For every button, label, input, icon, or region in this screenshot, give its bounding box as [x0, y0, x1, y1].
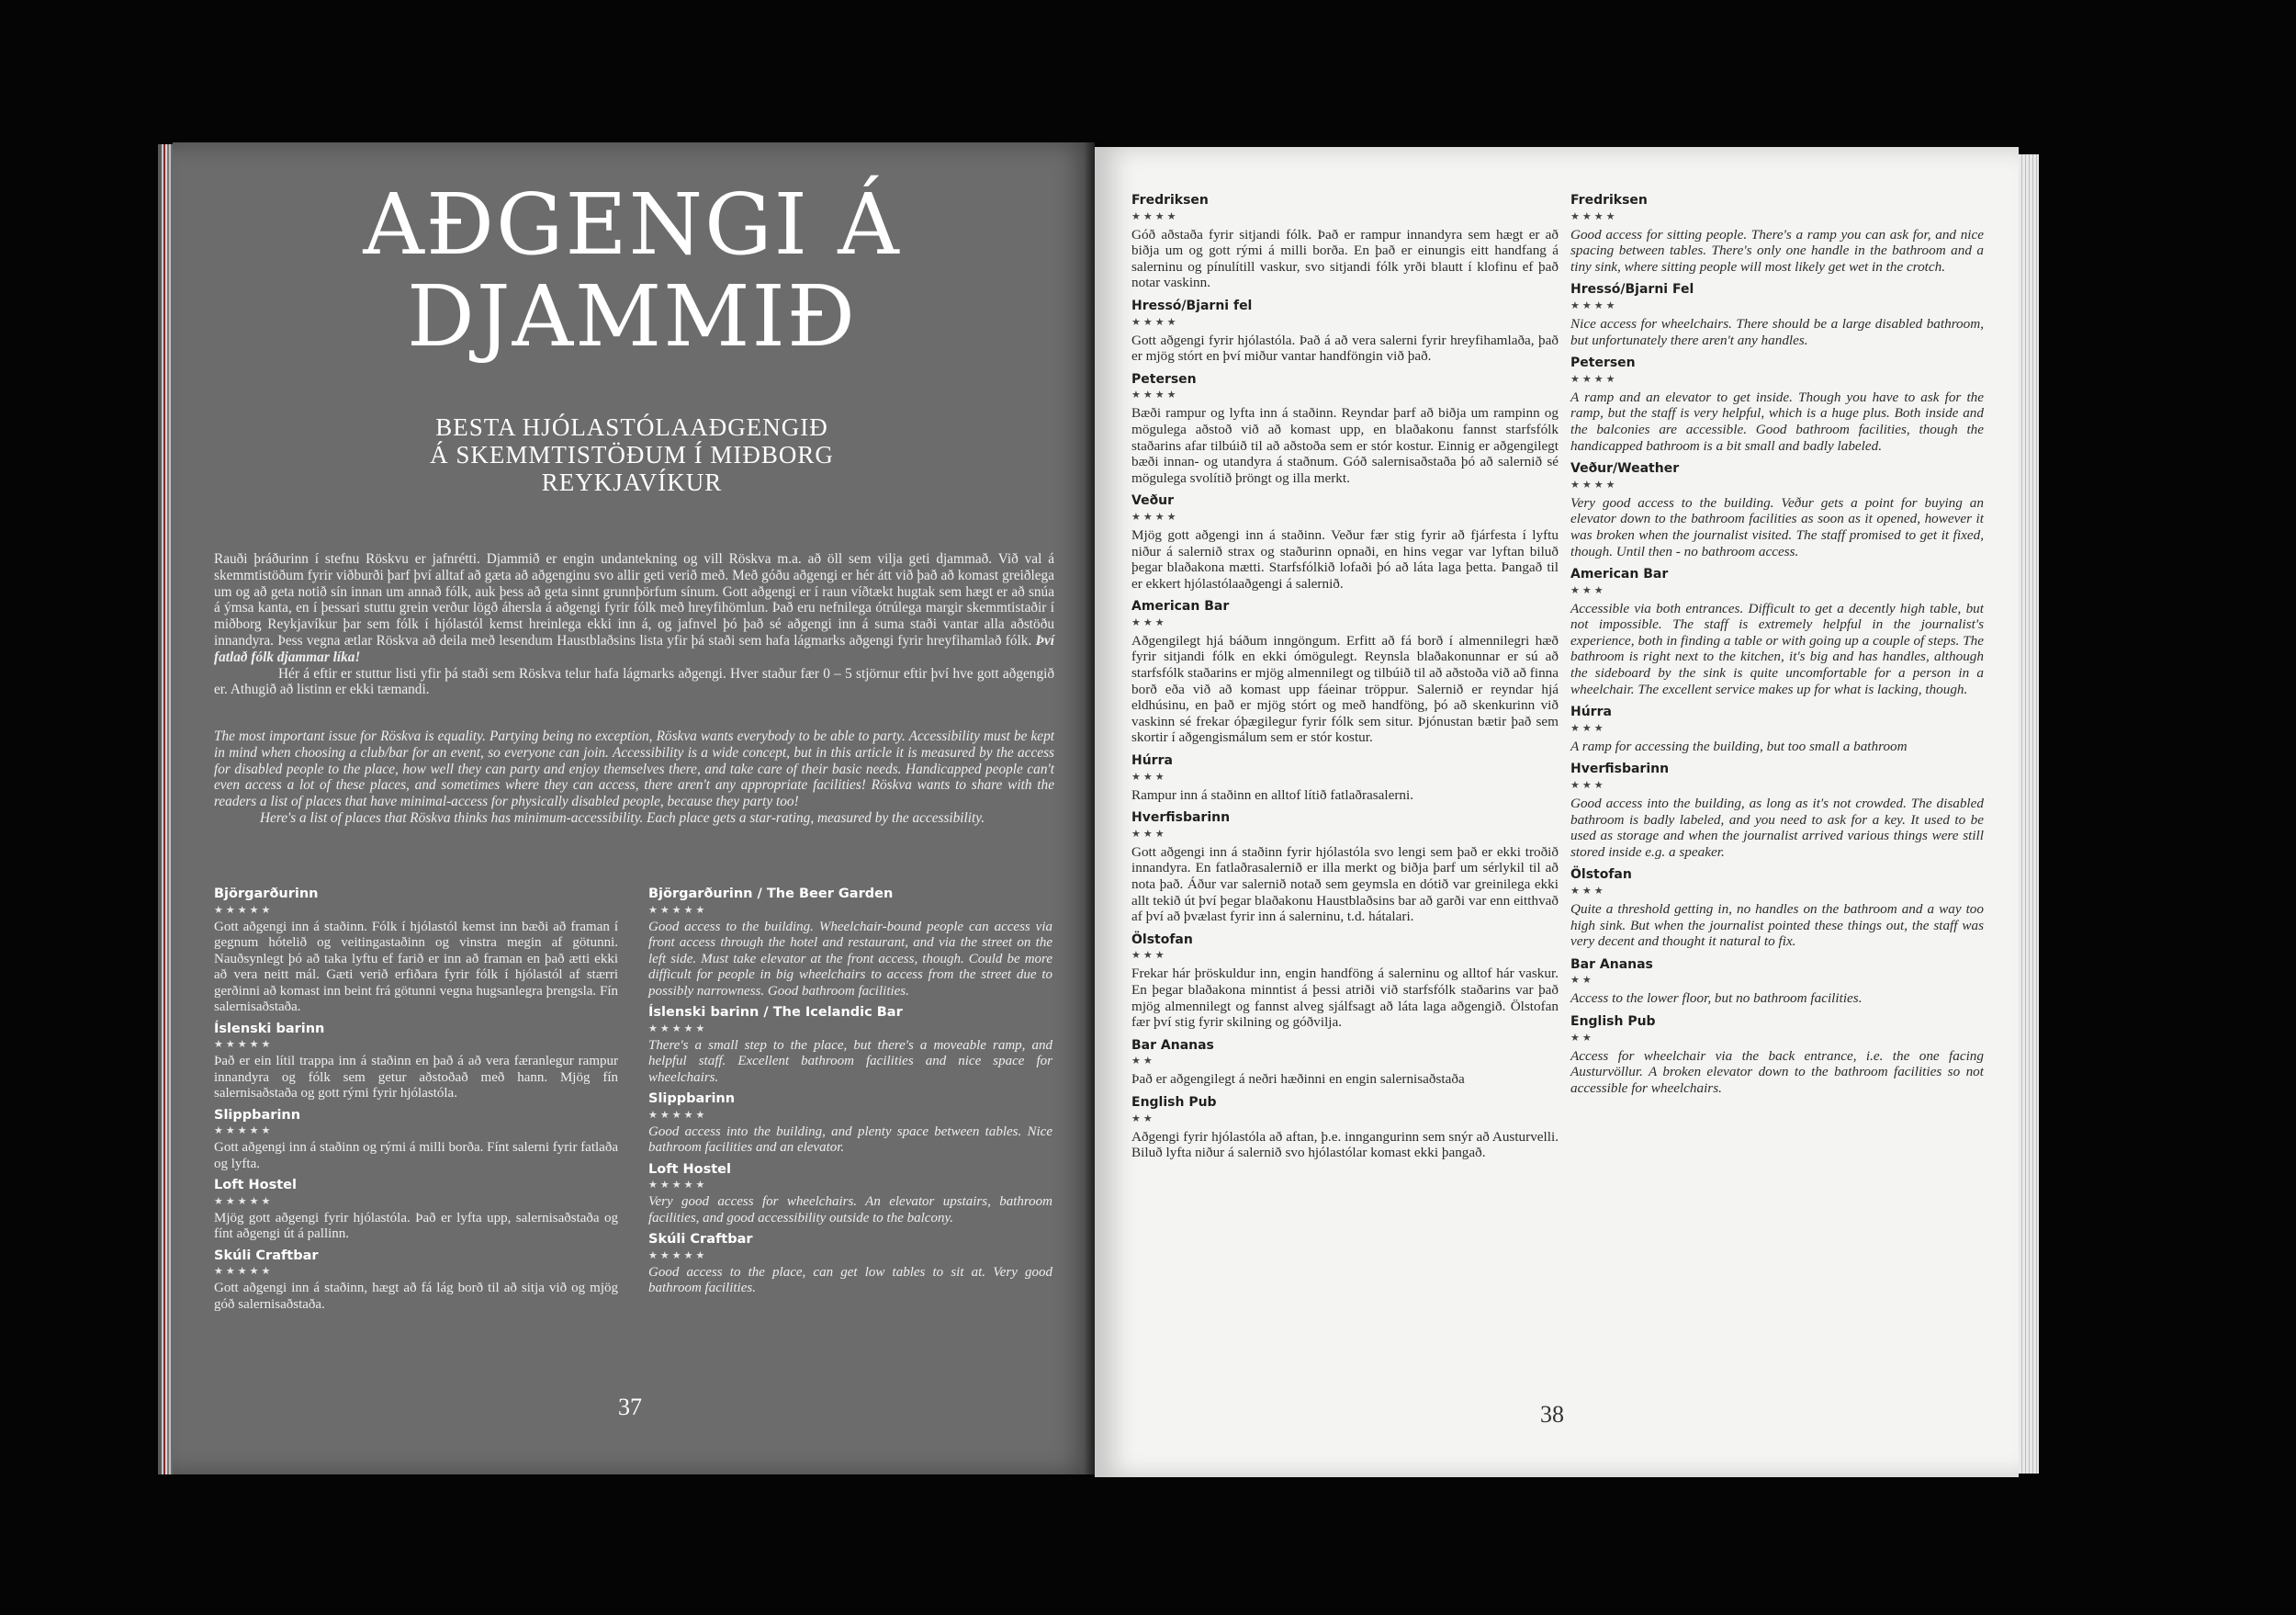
- left-column-english: [648, 887, 1052, 1303]
- venue-entry: [214, 887, 618, 1016]
- venue-entry: [214, 1248, 618, 1314]
- venue-name: Íslenski barinn: [214, 1021, 325, 1036]
- venue-entry: [1570, 762, 1984, 860]
- star-rating: ★★★: [1131, 828, 1167, 840]
- venue-description: Gott aðgengi inn á staðinn fyrir hjólastóla svo lengi sem það er ekki troðið innandyra. En fatlaðrasalernið er illa merkt og biðja þarf um sérlykil til að nota það. Áður var salernið notað sem geymsla en dótið var greinilega ekki allt tekið út því þegar blaðakonu Haustblaðsins bar að garði var enn eitthvað af því að þvælast fyrir inn á salerninu, t.d. hátalari.: [1131, 843, 1559, 925]
- venue-name: Skúli Craftbar: [214, 1248, 319, 1263]
- venue-entry: [1131, 493, 1559, 592]
- venue-entry: [1131, 810, 1559, 925]
- venue-name: Fredriksen: [1570, 193, 1648, 208]
- left-column-icelandic: [214, 887, 618, 1318]
- venue-description: Það er ein lítil trappa inn á staðinn en það á að vera færanlegur rampur innandyra og fólk sem getur aðstoðað með hann. Mjög fín salernisaðstaða og gott rými fyrir hjólastóla.: [214, 1054, 618, 1101]
- page-number: 37: [618, 1394, 642, 1420]
- venue-name: Loft Hostel: [214, 1178, 297, 1192]
- star-rating: ★★★★★: [214, 1125, 274, 1136]
- venue-name: Björgarðurinn / The Beer Garden: [648, 887, 894, 901]
- venue-name: Ölstofan: [1131, 932, 1193, 947]
- venue-description: Accessible via both entrances. Difficult to get a decently high table, but not impossible. The staff is extremely helpful in the journalist's experience, both in finding a table or with going up a couple of steps. The bathroom is right next to the kitchen, it's big and has handles, although the sideboard by the sink is quite uncomfortable for a person in a wheelchair. The excellent service makes up for what is lacking, though.: [1570, 600, 1984, 697]
- venue-entry: [1570, 957, 1984, 1007]
- venue-entry: [1131, 193, 1559, 291]
- venue-entry: [1570, 705, 1984, 754]
- venue-entry: [214, 1108, 618, 1173]
- venue-name: American Bar: [1131, 599, 1230, 615]
- star-rating: ★★★: [1570, 722, 1606, 734]
- venue-name: Hressó/Bjarni Fel: [1570, 282, 1694, 298]
- star-rating: ★★★★★: [648, 904, 708, 916]
- venue-name: Hressó/Bjarni fel: [1131, 298, 1253, 313]
- star-rating: ★★★★★: [214, 1039, 274, 1050]
- venue-name: Slippbarinn: [214, 1107, 301, 1123]
- star-rating: ★★★★★: [214, 1266, 274, 1277]
- venue-entry: [648, 1162, 1052, 1227]
- venue-entry: [1570, 567, 1984, 697]
- venue-description: Good access into the building, and plenty space between tables. Nice bathroom facilities and an elevator.: [648, 1124, 1052, 1155]
- venue-name: Bar Ananas: [1131, 1037, 1214, 1053]
- venue-description: Good access to the building. Wheelchair-bound people can access via front access through the hotel and restaurant, and via the street on the left side. Must take elevator at the front access, though. Could be more difficult for people in big wheelchairs to access from the street due to possibly narrowness. Good bathroom facilities.: [648, 919, 1052, 999]
- star-rating: ★★★★: [1570, 299, 1618, 311]
- star-rating: ★★★★★: [648, 1180, 708, 1191]
- star-rating: ★★★★: [1131, 390, 1179, 401]
- intro-paragraph: [214, 551, 1054, 666]
- subtitle-line: BESTA HJÓLASTÓLAAÐGENGIÐ: [435, 413, 828, 441]
- venue-name: Ölstofan: [1570, 867, 1632, 883]
- venue-name: Hverfisbarinn: [1570, 762, 1670, 777]
- venue-name: English Pub: [1131, 1094, 1217, 1110]
- star-rating: ★★★★: [1570, 373, 1618, 385]
- venue-entry: [648, 1091, 1052, 1157]
- venue-description: Gott aðgengi inn á staðinn, hægt að fá lág borð til að sitja við og mjög góð salernisaðstaða.: [214, 1281, 618, 1312]
- venue-name: Húrra: [1131, 753, 1173, 769]
- venue-name: Veður/Weather: [1570, 461, 1680, 477]
- venue-name: Bar Ananas: [1570, 956, 1653, 972]
- venue-description: Very good access for wheelchairs. An elevator upstairs, bathroom facilities, and good accessibility outside to the balcony.: [648, 1194, 1052, 1225]
- star-rating: ★★: [1570, 1032, 1594, 1044]
- venue-description: Mjög gott aðgengi inn á staðinn. Veður fær stig fyrir að fjárfesta í lyftu niður á salernið strax og staðurinn opnaði, en hins vegar var lyftan biluð þegar blaðakona mætti. Starfsfólkið lofaði þó að láta laga þetta. Þangað til er ekkert hjólastólaaðgengi á salernið.: [1131, 526, 1559, 592]
- venue-description: Bæði rampur og lyfta inn á staðinn. Reyndar þarf að biðja um rampinn og mögulega aðstoð við að komast upp, en blaðakonu fannst starfsfólk staðarins afar tilbúið til að aðstoða sem er stór kostur. Einnig er aðgengilegt bæði innan- og utandyra á staðnum. Góð salernisaðstaða þó að salernið sé mögulega svolítið þröngt og illa merkt.: [1131, 405, 1559, 486]
- subtitle-line: Á SKEMMTISTÖÐUM Í MIÐBORG: [430, 441, 834, 469]
- page-number: 38: [1540, 1401, 1564, 1428]
- venue-description: Gott aðgengi fyrir hjólastóla. Það á að vera salerni fyrir hreyfihamlaða, það er mjög stórt en því miður vantar handföngin við það.: [1131, 332, 1559, 365]
- intro-english: [214, 728, 1054, 827]
- star-rating: ★★★: [1131, 771, 1167, 783]
- venue-name: Íslenski barinn / The Icelandic Bar: [648, 1005, 903, 1020]
- right-column-english: [1570, 193, 1984, 1103]
- venue-description: Góð aðstaða fyrir sitjandi fólk. Það er rampur innandyra sem hægt er að biðja um og gott rými á milli borða. En það er einungis eitt handfang á salerninu og pínulítill vaskur, svo sitjandi fólk yrði blautt í klofinu ef það notar vaskinn.: [1131, 226, 1559, 291]
- intro-en-paragraph: The most important issue for Röskva is equality. Partying being no exception, Röskva wants everybody to be able to party. Accessibility must be kept in mind when choosing a club/bar for an event, so everyone can join. Accessibility is a wide concept, but in this article it is measured by the access for disabled people to the place, how well they can party and enjoy themselves there, and take care of their basic needs. Handicapped people can't even access a lot of these places, and sometimes where they can access, there aren't any appropriate facilities! Röskva wants to share with the readers a list of places that have minimal-access for physically disabled people, because they party too!: [214, 728, 1054, 810]
- venue-name: Húrra: [1570, 705, 1612, 720]
- star-rating: ★★★★: [1570, 210, 1618, 222]
- venue-name: Slippbarinn: [648, 1091, 736, 1106]
- venue-entry: [1570, 193, 1984, 275]
- venue-description: Good access into the building, as long as it's not crowded. The disabled bathroom is badly labeled, and you need to ask for a key. It used to be used as storage and when the journalist arrived various things were still stored inside e.g. a speaker.: [1570, 796, 1984, 860]
- right-page: [1095, 147, 2019, 1477]
- intro-emphasis: Því fatlað fólk djammar líka!: [214, 632, 1054, 665]
- star-rating: ★★★★: [1131, 316, 1179, 328]
- venue-description: A ramp and an elevator to get inside. Though you have to ask for the ramp, but the staff is very helpful, which is a huge plus. Both inside and the balconies are accessible. Good bathroom facilities, though the handicapped bathroom is a bit small and badly labeled.: [1570, 389, 1984, 454]
- venue-description: Mjög gott aðgengi fyrir hjólastóla. Það er lyfta upp, salernisaðstaða og fínt aðgengi út á pallinn.: [214, 1210, 618, 1241]
- venue-name: English Pub: [1570, 1013, 1656, 1029]
- venue-description: Aðgengi fyrir hjólastóla að aftan, þ.e. inngangurinn sem snýr að Austurvelli. Biluð lyfta niður á salernið svo hjólastólar komast ekki þangað.: [1131, 1128, 1559, 1161]
- venue-description: Aðgengilegt hjá báðum inngöngum. Erfitt að fá borð í almennilegri hæð fyrir sitjandi fólk en ekki ómögulegt. Reynsla blaðakonunnar er sú að starfsfólk staðarins er mjög almennilegt og tilbúið til að aðstoða við að finna borð eða við að komast upp fáeinar tröppur. Salernið er reyndar hjá eldhúsinu, en það er mjög stórt og með handföng, þó að skenkurinn við vaskinn sé frekar óþægilegur fyrir fólk sem situr. Þjónustan bætir það sem skortir í aðgengismálum sem er stór kostur.: [1131, 632, 1559, 746]
- venue-description: Quite a threshold getting in, no handles on the bathroom and a way too high sink. But when the journalist pointed these things out, the staff was very decent and thought it natural to fix.: [1570, 901, 1984, 950]
- page-edge-left: [158, 144, 173, 1474]
- page-subtitle: [283, 413, 981, 496]
- venue-entry: [1570, 282, 1984, 348]
- venue-entry: [648, 1005, 1052, 1086]
- star-rating: ★★★★★: [648, 1249, 708, 1261]
- venue-description: Það er aðgengilegt á neðri hæðinni en engin salernisaðstaða: [1131, 1071, 1465, 1088]
- venue-description: Nice access for wheelchairs. There should be a large disabled bathroom, but unfortunately there aren't any handles.: [1570, 315, 1984, 348]
- venue-entry: [1570, 867, 1984, 949]
- venue-description: There's a small step to the place, but there's a moveable ramp, and helpful staff. Excellent bathroom facilities and nice space for wheelchairs.: [648, 1037, 1052, 1085]
- right-column-icelandic: [1131, 193, 1559, 1169]
- venue-description: Access for wheelchair via the back entrance, i.e. the one facing Austurvöllur. A broken elevator down to the bathroom facilities so not accessible for wheelchairs.: [1570, 1047, 1984, 1096]
- venue-description: A ramp for accessing the building, but too small a bathroom: [1570, 738, 1908, 754]
- venue-entry: [1570, 356, 1984, 454]
- star-rating: ★★★★: [1131, 210, 1179, 222]
- star-rating: ★★★★★: [648, 1109, 708, 1121]
- venue-name: Björgarðurinn: [214, 887, 319, 901]
- venue-entry: [214, 1022, 618, 1102]
- star-rating: ★★★★★: [648, 1022, 708, 1034]
- star-rating: ★★★: [1131, 616, 1167, 628]
- venue-entry: [1131, 599, 1559, 746]
- star-rating: ★★: [1570, 975, 1594, 987]
- star-rating: ★★★: [1570, 584, 1606, 596]
- venue-description: Very good access to the building. Veður gets a point for buying an elevator down to the bathroom facilities as soon as it opened, however it was broken when the journalist visited. The staff promised to get it fixed, though. Until then - no bathroom access.: [1570, 494, 1984, 559]
- venue-name: Loft Hostel: [648, 1161, 731, 1177]
- star-rating: ★★: [1131, 1056, 1155, 1067]
- page-title: AÐGENGI Á DJAMMIÐ: [363, 175, 901, 366]
- page-edge-right: [2019, 154, 2039, 1474]
- venue-entry: [1570, 461, 1984, 559]
- venue-entry: [1131, 372, 1559, 487]
- venue-description: Good access for sitting people. There's a ramp you can ask for, and nice spacing between tables. There's only one handle in the bathroom and a tiny sink, where sitting people will most likely get wet in the crotch.: [1570, 226, 1984, 275]
- venue-name: Veður: [1131, 493, 1175, 509]
- venue-name: Petersen: [1570, 356, 1636, 371]
- venue-description: Access to the lower floor, but no bathroom facilities.: [1570, 990, 1863, 1007]
- star-rating: ★★★★★: [214, 904, 274, 916]
- venue-name: Petersen: [1131, 371, 1197, 387]
- venue-description: Frekar hár þröskuldur inn, engin handföng á salerninu og alltof hár vaskur. En þegar blaðakona minntist á þessi atriði við starfsfólk staðarins var það mjög almennilegt og fannst alveg sjálfsagt að láta laga aðgengið. Ölstofan fær því stig fyrir skilning og góðvilja.: [1131, 966, 1559, 1031]
- star-rating: ★★★: [1131, 950, 1167, 962]
- star-rating: ★★★★: [1570, 479, 1618, 491]
- intro-en-paragraph-2: Here's a list of places that Röskva thinks has minimum-accessibility. Each place gets a star-rating, measured by the accessibility.: [260, 809, 985, 826]
- venue-entry: [648, 1232, 1052, 1297]
- intro-paragraph-2: Hér á eftir er stuttur listi yfir þá staði sem Röskva telur hafa lágmarks aðgengi. Hver staður fær 0 – 5 stjörnur eftir því hve gott aðgengið er. Athugið að listinn er ekki tæmandi.: [214, 665, 1054, 698]
- star-rating: ★★★: [1570, 780, 1606, 792]
- star-rating: ★★★★: [1131, 511, 1179, 523]
- venue-entry: [1570, 1014, 1984, 1096]
- venue-name: Hverfisbarinn: [1131, 810, 1231, 826]
- venue-entry: [1131, 753, 1559, 803]
- venue-description: Gott aðgengi inn á staðinn og rými á milli borða. Fínt salerni fyrir fatlaða og lyfta.: [214, 1140, 618, 1171]
- star-rating: ★★: [1131, 1112, 1155, 1124]
- venue-entry: [214, 1178, 618, 1243]
- venue-description: Gott aðgengi inn á staðinn. Fólk í hjólastól kemst inn bæði að framan í gegnum hótelið og veitingastaðinn og vinstra megin af götunni. Nauðsynlegt þó að taka lyftu ef farið er inn að framan en það ætti ekki að vera neitt mál. Gæti verið erfiðara fyrir fólk í hjólastól af stærri gerðinni að komast inn beint frá götunni vegna hugsanlegra þrengsla. Fín salernisaðstaða.: [214, 919, 618, 1014]
- left-page: [173, 142, 1095, 1474]
- intro-text: Rauði þráðurinn í stefnu Röskvu er jafnrétti. Djammið er engin undantekning og vill Röskva m.a. að öll sem vilja geti djammað. Við val á skemmtistöðum fyrir viðburði þarf því alltaf að gæta að aðgenginu svo allir geti verið með. Með góðu aðgengi er hér átt við það að komast greiðlega um og að geta notið sín innan um annað fólk, auk þess að geta sinnt grunnþörfum sínum. Gott aðgengi er í raun víðtækt hugtak sem hægt er að snúa á ýmsa kanta, en í þessari stuttu grein verður lögð áhersla á aðgengi fyrir fólk með hreyfihömlun. Það eru nefnilega ótrúlega margir skemmtistaðir í miðborg Reykjavíkur þar sem fólk í hjólastól kemst hreinlega ekki inn á, og jafnvel þó það sé aðgengi inn á suma staði vantar alla aðstöðu innandyra. Þess vegna ætlar Röskva að deila með lesendum Haustblaðsins lista yfir þá staði sem hafa lágmarks aðgengi fyrir hreyfihamlað fólk.: [214, 551, 1054, 649]
- venue-entry: [648, 887, 1052, 999]
- star-rating: ★★★★★: [214, 1195, 274, 1207]
- star-rating: ★★★: [1570, 886, 1606, 897]
- venue-entry: [1131, 932, 1559, 1031]
- venue-name: Skúli Craftbar: [648, 1232, 753, 1247]
- venue-description: Rampur inn á staðinn en alltof lítið fatlaðrasalerni.: [1131, 786, 1414, 803]
- venue-entry: [1131, 299, 1559, 365]
- venue-entry: [1131, 1095, 1559, 1161]
- intro-icelandic: [214, 551, 1054, 698]
- venue-name: Fredriksen: [1131, 193, 1209, 208]
- venue-name: American Bar: [1570, 567, 1669, 582]
- venue-entry: [1131, 1038, 1559, 1088]
- subtitle-line: REYKJAVÍKUR: [541, 469, 723, 496]
- venue-description: Good access to the place, can get low tables to sit at. Very good bathroom facilities.: [648, 1264, 1052, 1295]
